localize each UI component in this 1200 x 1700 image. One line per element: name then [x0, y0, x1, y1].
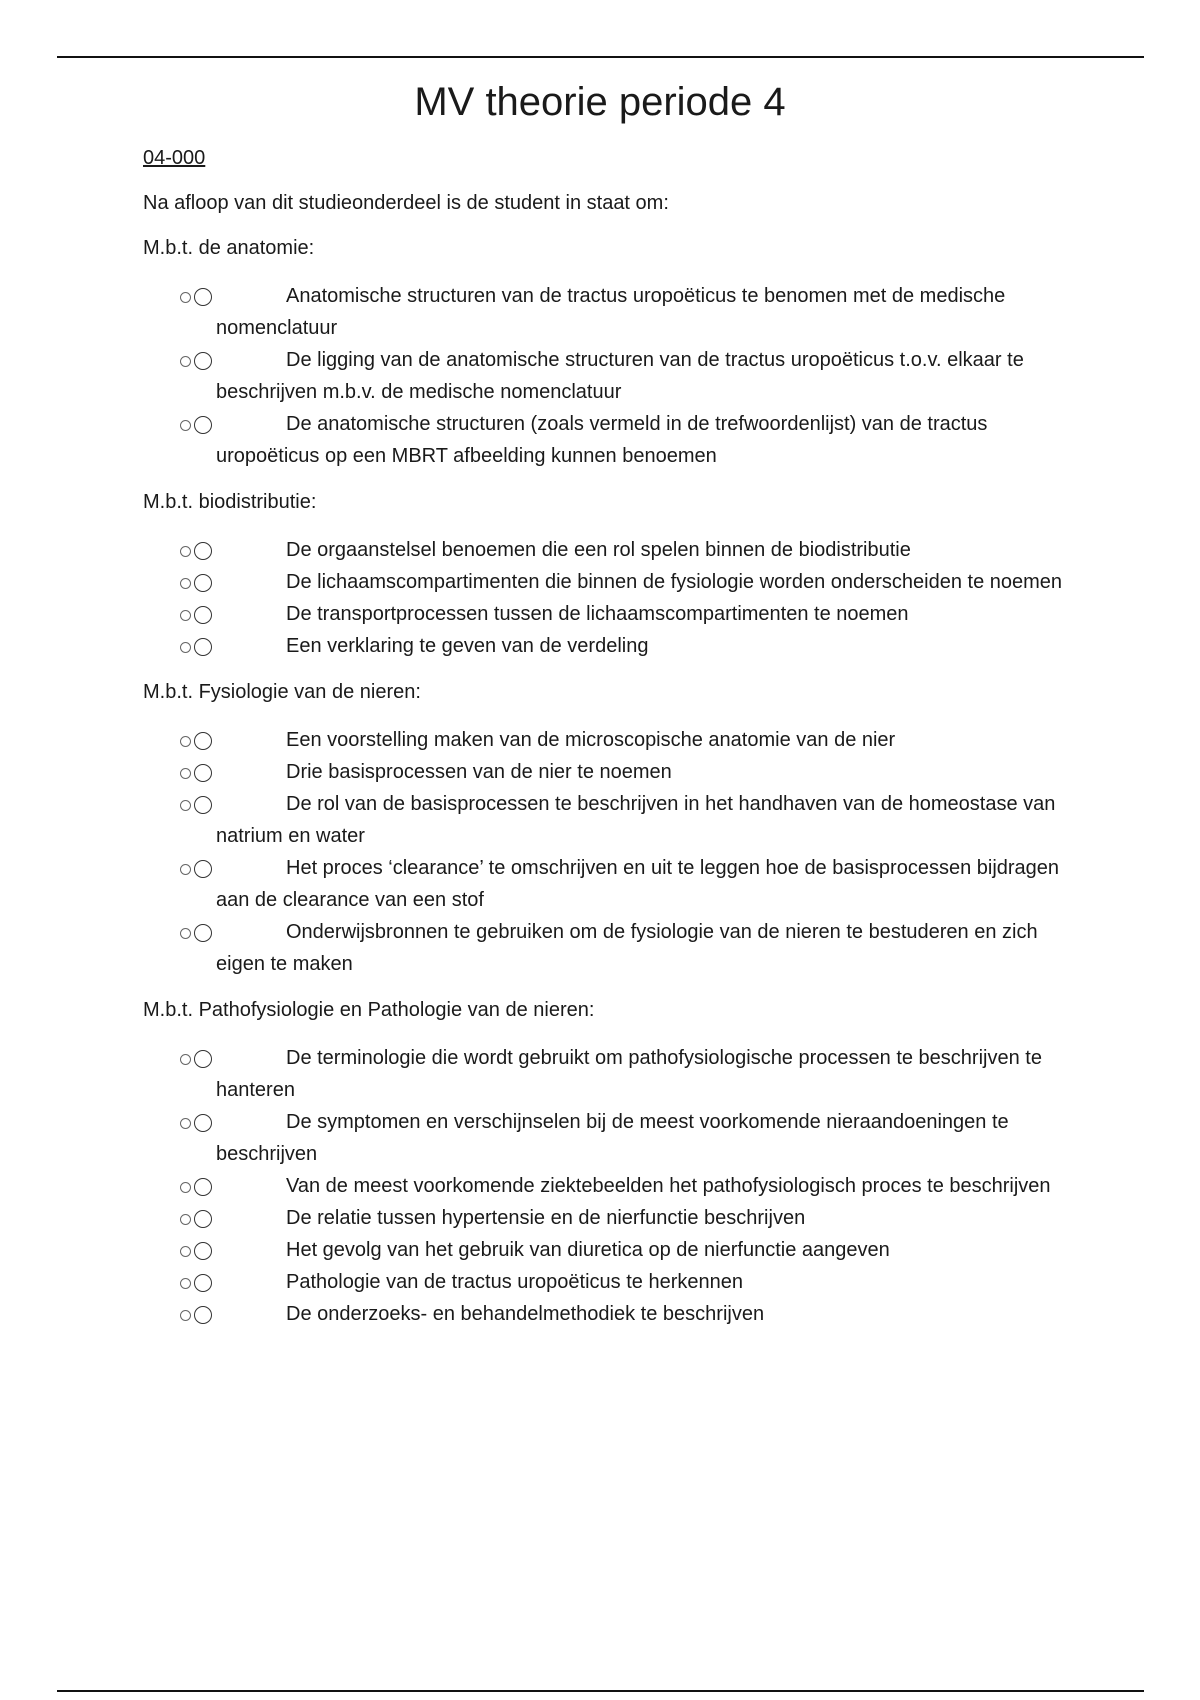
objective-item	[143, 1234, 1063, 1266]
bottom-rule	[57, 1690, 1144, 1692]
document-body	[143, 143, 1063, 1345]
objective-item	[143, 598, 1063, 630]
objective-text: Een verklaring te geven van de verdeling	[286, 635, 649, 657]
objective-text: De symptomen en verschijnselen bij de meest voorkomende nieraandoeningen te beschrijven	[216, 1111, 1009, 1165]
objective-text: Drie basisprocessen van de nier te noemen	[286, 761, 672, 783]
large-circle-icon	[194, 796, 212, 814]
objective-text: Pathologie van de tractus uropoëticus te herkennen	[286, 1271, 743, 1293]
objective-section	[143, 487, 1063, 662]
section-heading: M.b.t. Pathofysiologie en Pathologie van de nieren:	[143, 999, 595, 1021]
circle-bullet-icon	[180, 860, 218, 878]
small-circle-icon	[180, 864, 191, 875]
objective-text: De lichaamscompartimenten die binnen de fysiologie worden onderscheiden te noemen	[286, 571, 1063, 593]
large-circle-icon	[194, 638, 212, 656]
large-circle-icon	[194, 764, 212, 782]
intro-text: Na afloop van dit studieonderdeel is de student in staat om:	[143, 192, 669, 214]
objective-text: Het gevolg van het gebruik van diuretica op de nierfunctie aangeven	[286, 1239, 890, 1261]
large-circle-icon	[194, 1178, 212, 1196]
large-circle-icon	[194, 606, 212, 624]
small-circle-icon	[180, 1310, 191, 1321]
objective-section	[143, 677, 1063, 980]
circle-bullet-icon	[180, 574, 218, 592]
course-code: 04-000	[143, 147, 206, 169]
small-circle-icon	[180, 356, 191, 367]
large-circle-icon	[194, 860, 212, 878]
circle-bullet-icon	[180, 1210, 218, 1228]
small-circle-icon	[180, 1182, 191, 1193]
small-circle-icon	[180, 1054, 191, 1065]
objective-item	[143, 852, 1063, 916]
large-circle-icon	[194, 1274, 212, 1292]
objective-item	[143, 280, 1063, 344]
circle-bullet-icon	[180, 288, 218, 306]
objective-item	[143, 566, 1063, 598]
objective-text: De onderzoeks- en behandelmethodiek te beschrijven	[286, 1303, 765, 1325]
small-circle-icon	[180, 1118, 191, 1129]
large-circle-icon	[194, 924, 212, 942]
objective-item	[143, 916, 1063, 980]
objective-list	[143, 1042, 1063, 1330]
objective-text: De ligging van de anatomische structuren van de tractus uropoëticus t.o.v. elkaar te beschrijven m.b.v. de medische nomenclatuur	[216, 349, 1024, 403]
large-circle-icon	[194, 352, 212, 370]
objective-text: De rol van de basisprocessen te beschrijven in het handhaven van de homeostase van natrium en water	[216, 793, 1056, 847]
circle-bullet-icon	[180, 352, 218, 370]
large-circle-icon	[194, 288, 212, 306]
objective-item	[143, 534, 1063, 566]
objective-item	[143, 1266, 1063, 1298]
large-circle-icon	[194, 1210, 212, 1228]
objective-text: Het proces ‘clearance’ te omschrijven en uit te leggen hoe de basisprocessen bijdragen aan de clearance van een stof	[216, 857, 1060, 911]
small-circle-icon	[180, 928, 191, 939]
circle-bullet-icon	[180, 796, 218, 814]
small-circle-icon	[180, 610, 191, 621]
objective-section	[143, 233, 1063, 472]
circle-bullet-icon	[180, 638, 218, 656]
objective-item	[143, 408, 1063, 472]
objective-item	[143, 630, 1063, 662]
circle-bullet-icon	[180, 416, 218, 434]
circle-bullet-icon	[180, 1050, 218, 1068]
objective-list	[143, 280, 1063, 472]
circle-bullet-icon	[180, 1242, 218, 1260]
circle-bullet-icon	[180, 732, 218, 750]
small-circle-icon	[180, 546, 191, 557]
large-circle-icon	[194, 1306, 212, 1324]
small-circle-icon	[180, 1214, 191, 1225]
objective-item	[143, 344, 1063, 408]
objective-item	[143, 1298, 1063, 1330]
objective-item	[143, 1106, 1063, 1170]
objective-list	[143, 724, 1063, 980]
objective-item	[143, 788, 1063, 852]
circle-bullet-icon	[180, 764, 218, 782]
objective-text: De anatomische structuren (zoals vermeld in de trefwoordenlijst) van de tractus uropoëticus op een MBRT afbeelding kunnen benoemen	[216, 413, 988, 467]
small-circle-icon	[180, 578, 191, 589]
section-heading: M.b.t. Fysiologie van de nieren:	[143, 681, 421, 703]
small-circle-icon	[180, 420, 191, 431]
objective-item	[143, 1170, 1063, 1202]
small-circle-icon	[180, 736, 191, 747]
small-circle-icon	[180, 292, 191, 303]
page-title: MV theorie periode 4	[414, 80, 786, 124]
objective-item	[143, 1202, 1063, 1234]
objective-sections	[143, 233, 1063, 1330]
small-circle-icon	[180, 800, 191, 811]
circle-bullet-icon	[180, 1114, 218, 1132]
objective-text: Van de meest voorkomende ziektebeelden het pathofysiologisch proces te beschrijven	[286, 1175, 1051, 1197]
large-circle-icon	[194, 542, 212, 560]
objective-text: De terminologie die wordt gebruikt om pathofysiologische processen te beschrijven te hanteren	[216, 1047, 1042, 1101]
large-circle-icon	[194, 1242, 212, 1260]
section-heading: M.b.t. de anatomie:	[143, 237, 315, 259]
large-circle-icon	[194, 416, 212, 434]
small-circle-icon	[180, 642, 191, 653]
objective-text: Een voorstelling maken van de microscopische anatomie van de nier	[286, 729, 896, 751]
objective-section	[143, 995, 1063, 1330]
large-circle-icon	[194, 574, 212, 592]
objective-text: Onderwijsbronnen te gebruiken om de fysiologie van de nieren te bestuderen en zich eigen te maken	[216, 921, 1038, 975]
small-circle-icon	[180, 1246, 191, 1257]
circle-bullet-icon	[180, 1178, 218, 1196]
small-circle-icon	[180, 1278, 191, 1289]
small-circle-icon	[180, 768, 191, 779]
objective-item	[143, 1042, 1063, 1106]
objective-text: Anatomische structuren van de tractus uropoëticus te benomen met de medische nomenclatuur	[216, 285, 1006, 339]
large-circle-icon	[194, 732, 212, 750]
circle-bullet-icon	[180, 1274, 218, 1292]
top-rule	[57, 56, 1144, 58]
large-circle-icon	[194, 1114, 212, 1132]
section-heading: M.b.t. biodistributie:	[143, 491, 317, 513]
circle-bullet-icon	[180, 1306, 218, 1324]
objective-item	[143, 724, 1063, 756]
objective-text: De transportprocessen tussen de lichaamscompartimenten te noemen	[286, 603, 909, 625]
large-circle-icon	[194, 1050, 212, 1068]
objective-item	[143, 756, 1063, 788]
circle-bullet-icon	[180, 542, 218, 560]
objective-list	[143, 534, 1063, 662]
objective-text: De relatie tussen hypertensie en de nierfunctie beschrijven	[286, 1207, 806, 1229]
objective-text: De orgaanstelsel benoemen die een rol spelen binnen de biodistributie	[286, 539, 911, 561]
circle-bullet-icon	[180, 924, 218, 942]
circle-bullet-icon	[180, 606, 218, 624]
